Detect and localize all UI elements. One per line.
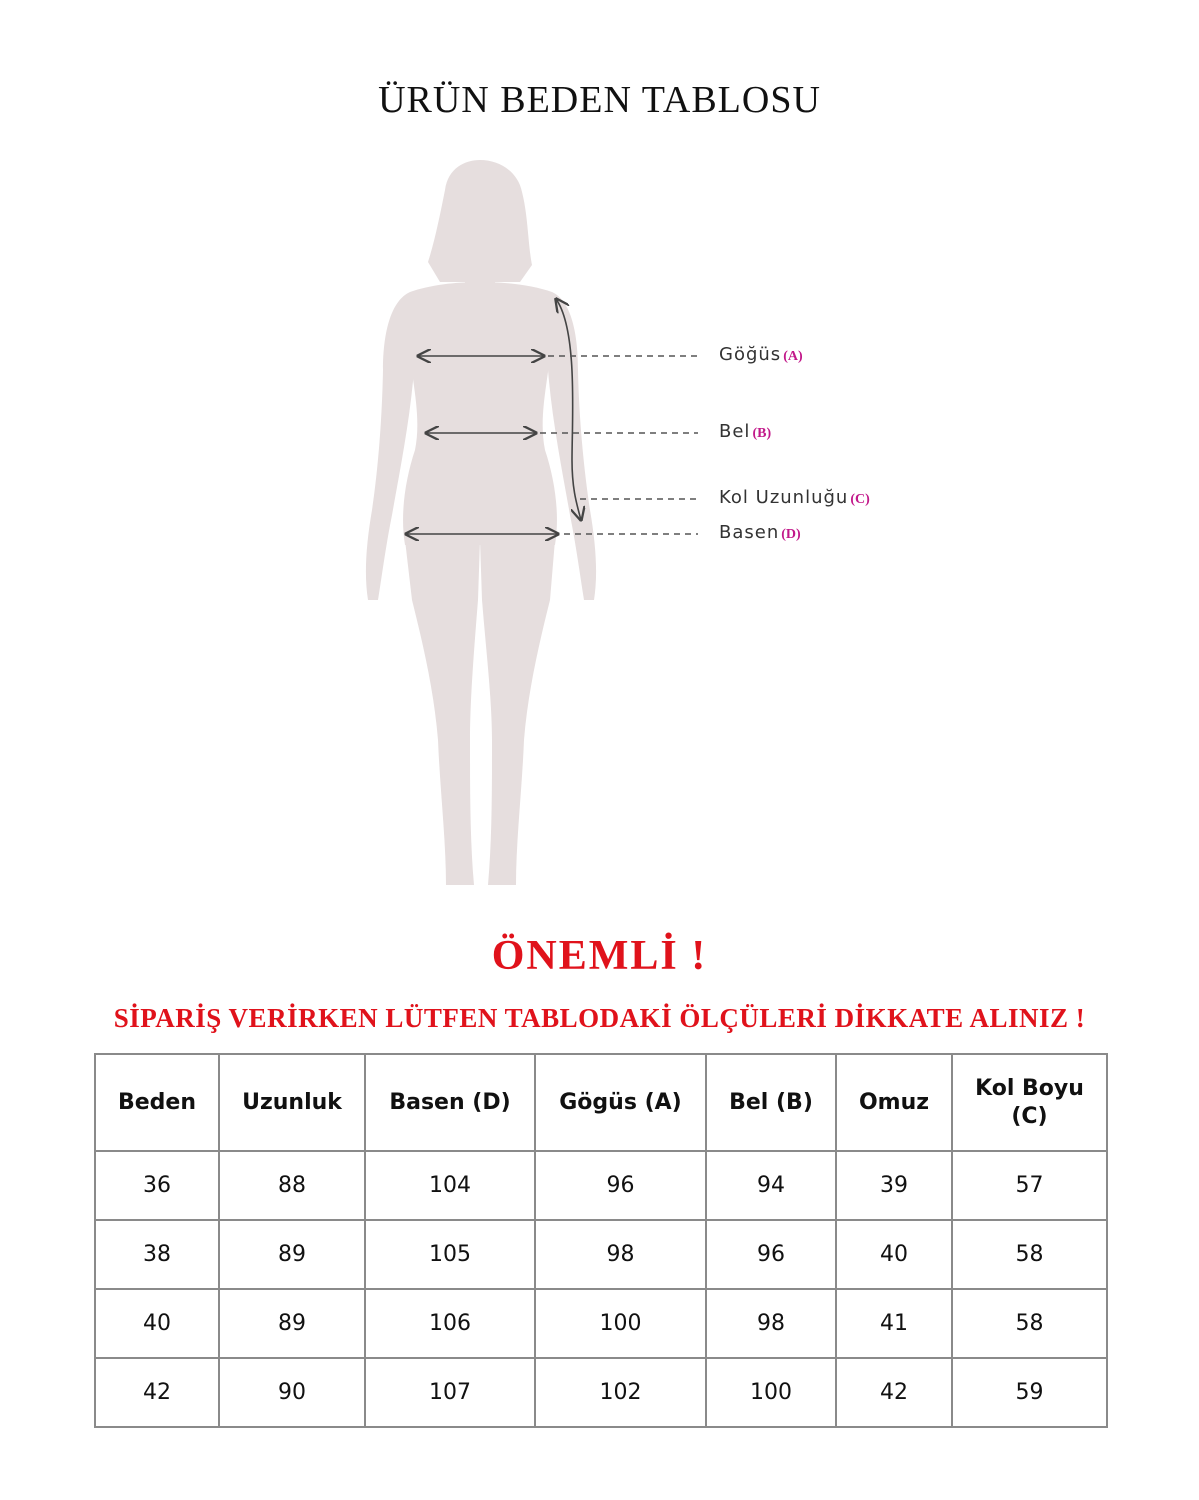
measurement-label-sleeve: Kol Uzunluğu (C)	[719, 487, 870, 508]
table-cell: 104	[365, 1151, 535, 1220]
table-row	[95, 1220, 1107, 1289]
table-row	[95, 1151, 1107, 1220]
table-cell: 42	[836, 1358, 952, 1427]
table-cell: 90	[219, 1358, 365, 1427]
table-header-row	[95, 1054, 1107, 1151]
table-cell: 57	[952, 1151, 1107, 1220]
column-header: Gögüs (A)	[535, 1054, 706, 1151]
order-warning: SİPARİŞ VERİRKEN LÜTFEN TABLODAKİ ÖLÇÜLERİ DİKKATE ALINIZ !	[113, 1003, 1086, 1033]
table-cell: 89	[219, 1289, 365, 1358]
column-header: Basen (D)	[365, 1054, 535, 1151]
table-cell: 98	[535, 1220, 706, 1289]
size-table	[94, 1053, 1108, 1428]
table-cell: 98	[706, 1289, 836, 1358]
table-cell: 96	[535, 1151, 706, 1220]
column-header: Kol Boyu (C)	[952, 1054, 1107, 1151]
table-cell: 100	[706, 1358, 836, 1427]
column-header: Beden	[95, 1054, 219, 1151]
measurement-label-chest: Göğüs (A)	[719, 344, 803, 365]
table-cell: 42	[95, 1358, 219, 1427]
table-cell: 39	[836, 1151, 952, 1220]
table-cell: 88	[219, 1151, 365, 1220]
table-cell: 41	[836, 1289, 952, 1358]
table-cell: 38	[95, 1220, 219, 1289]
table-row	[95, 1358, 1107, 1427]
body-silhouette	[366, 160, 596, 885]
measurement-label-waist: Bel (B)	[719, 421, 772, 442]
column-header: Bel (B)	[706, 1054, 836, 1151]
table-cell: 40	[95, 1289, 219, 1358]
table-cell: 105	[365, 1220, 535, 1289]
column-header: Uzunluk	[219, 1054, 365, 1151]
table-cell: 58	[952, 1289, 1107, 1358]
table-cell: 89	[219, 1220, 365, 1289]
page-title: ÜRÜN BEDEN TABLOSU	[378, 79, 821, 121]
measurement-label-hip: Basen (D)	[719, 522, 801, 543]
column-header: Omuz	[836, 1054, 952, 1151]
table-cell: 100	[535, 1289, 706, 1358]
table-cell: 36	[95, 1151, 219, 1220]
table-cell: 94	[706, 1151, 836, 1220]
table-cell: 58	[952, 1220, 1107, 1289]
table-cell: 59	[952, 1358, 1107, 1427]
table-cell: 107	[365, 1358, 535, 1427]
table-cell: 106	[365, 1289, 535, 1358]
table-cell: 102	[535, 1358, 706, 1427]
table-row	[95, 1289, 1107, 1358]
table-cell: 96	[706, 1220, 836, 1289]
table-cell: 40	[836, 1220, 952, 1289]
important-heading: ÖNEMLİ !	[491, 933, 708, 979]
